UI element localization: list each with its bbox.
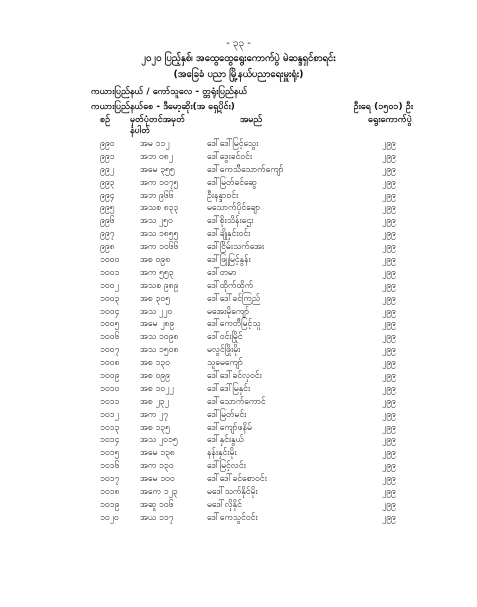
row-number: ၁၀၁၁: [100, 396, 120, 407]
row-name: ဒေါ်ဒေါ်ခင်စောဝင်း: [207, 474, 267, 485]
table-row: [0, 267, 477, 280]
column-header-name: အမည်: [240, 115, 263, 125]
table-row: [0, 293, 477, 306]
table-row: [0, 473, 477, 486]
township-line: ကယားပြည်နယ်စေ - ဒီမော့ဆိုး(အ ရှေ့ပိုင်း): [91, 102, 235, 112]
row-number: ၁၀၀၂: [100, 280, 119, 291]
row-code: ၂၉၉: [382, 267, 396, 278]
row-code: ၂၉၉: [382, 461, 396, 472]
row-code: ၂၉၉: [382, 332, 396, 343]
table-row: [0, 409, 477, 422]
row-id: အစ ၁၀၂၂: [140, 383, 174, 394]
row-number: ၁၀၁၇: [100, 474, 120, 485]
row-code: ၂၉၉: [382, 435, 396, 446]
row-id: အစ ၀၉၈: [140, 255, 171, 266]
row-number: ၁၀၀၃: [100, 293, 120, 304]
row-name: ဒေါ်ချိုနှင်းဝင်း: [207, 229, 251, 240]
row-id: အစ ၁၃၀: [140, 358, 170, 369]
row-code: ၂၉၉: [382, 151, 396, 162]
row-name: ဒေါ်နှင်းနွယ်: [207, 435, 244, 446]
row-id: အသ ၂၂၀: [140, 306, 173, 317]
row-code: ၂၉၉: [382, 383, 396, 394]
row-number: ၁၀၁၉: [100, 499, 120, 510]
row-id: အဘ ၉၆၆: [140, 190, 174, 201]
row-number: ၉၉၂: [100, 164, 114, 175]
row-id: အစ ၀၉၉: [140, 371, 170, 382]
row-id: အသ ၂၅၀: [140, 216, 173, 227]
row-name: ဒေါ်ကေသွင်ဝင်း: [207, 512, 258, 523]
table-row: [0, 344, 477, 357]
row-code: ၂၉၉: [382, 487, 396, 498]
row-name: ဒေါ်သောက်ကောင်: [207, 396, 266, 407]
row-number: ၁၀၀၅: [100, 319, 120, 330]
table-row: [0, 190, 477, 203]
column-header-code: ရွေးကောက်ပွဲ: [368, 115, 412, 125]
table-row: [0, 357, 477, 370]
row-code: ၂၉၉: [382, 242, 396, 253]
row-number: ၁၀၀၈: [100, 358, 120, 369]
row-code: ၂၉၉: [382, 448, 396, 459]
row-number: ၁၀၀၆: [100, 332, 120, 343]
table-row: [0, 422, 477, 435]
table-row: [0, 499, 477, 512]
row-id: အမေ ၂၈၉: [140, 319, 175, 330]
row-code: ၂၉၉: [382, 345, 396, 356]
row-code: ၂၉၉: [382, 164, 396, 175]
row-id: အမေ ၃၅၅: [140, 164, 175, 175]
row-code: ၂၉၉: [382, 409, 396, 420]
row-name: ဒေါ်မြတ်ခင်ဆွေ: [207, 177, 257, 188]
row-name: ဒေါ်ငြိမ်းသက်အေး: [207, 242, 265, 253]
row-number: ၁၀၀၁: [100, 267, 120, 278]
table-row: [0, 177, 477, 190]
row-code: ၂၉၉: [382, 474, 396, 485]
row-code: ၂၉၉: [382, 255, 396, 266]
page-number: - ၃၃ -: [226, 38, 251, 49]
row-name: ဒေါ်ဒေါ်ခင်ကြည်: [207, 293, 261, 304]
table-row: [0, 434, 477, 447]
table-row: [0, 254, 477, 267]
row-id: အကေ ၁၂၃: [140, 487, 178, 498]
row-number: ၉၉၄: [100, 190, 115, 201]
column-header-id-2: နံပါတ်: [130, 126, 151, 136]
row-id: အမေ ၁၃၈: [140, 448, 175, 459]
row-id: အစ ၂၃၂: [140, 396, 169, 407]
district-line: ကယားပြည်နယ် / ကော်သူလေ - တ္တရုံးပြည်နယ်: [91, 87, 248, 97]
row-code: ၂၉၉: [382, 190, 396, 201]
row-name: သူမေကျော်: [207, 358, 243, 369]
row-code: ၂၉၉: [382, 319, 396, 330]
table-row: [0, 280, 477, 293]
row-name: မအေးမိုကျော်: [207, 306, 250, 317]
row-code: ၂၉၉: [382, 229, 396, 240]
row-id: အသစ ၉၈၉: [140, 280, 179, 291]
row-number: ၁၀၀၉: [100, 371, 120, 382]
table-row: [0, 241, 477, 254]
row-id: အသ ၁၀၉၈: [140, 332, 179, 343]
row-name: ဒေါ်မြင့်လင်း: [207, 461, 246, 472]
row-name: မဒေါ်သက်နိုင်မိုး: [207, 487, 258, 498]
row-id: အသ ၂၀၁၅: [140, 435, 178, 446]
row-number: ၁၀၀၇: [100, 345, 120, 356]
document-subtitle: (အခြေခံ ပညာ မြို့နယ်ပညာရေးမှူးရုံး): [173, 69, 304, 80]
row-code: ၂၉၉: [382, 280, 396, 291]
row-id: အဆူ ၁၀၆: [140, 499, 174, 510]
column-header-no: စဉ်: [100, 115, 111, 125]
table-row: [0, 447, 477, 460]
row-number: ၁၀၁၃: [100, 422, 120, 433]
row-name: ဒေါ်ကေတီမြင့်သူ: [207, 319, 261, 330]
row-number: ၉၉၈: [100, 242, 115, 253]
row-number: ၁၀၁၈: [100, 487, 120, 498]
row-code: ၂၉၉: [382, 512, 396, 523]
row-number: ၉၉၁: [100, 151, 115, 162]
row-code: ၂၉၉: [382, 216, 396, 227]
row-id: အက ၁၀၆၆: [140, 242, 179, 253]
row-id: အစ ၃၀၅: [140, 293, 170, 304]
row-code: ၂၉၉: [382, 371, 396, 382]
column-header-id: မှတ်ပုံတင်အမှတ်: [130, 115, 185, 125]
row-number: ၉၉၅: [100, 203, 115, 214]
table-row: [0, 151, 477, 164]
row-number: ၁၀၀၄: [100, 306, 120, 317]
row-id: အက ၁၃၀: [140, 461, 174, 472]
row-name: နန်းနှင်းမိုး: [207, 448, 237, 459]
row-id: အစ ၁၃၅: [140, 422, 170, 433]
row-number: ၉၉၇: [100, 229, 115, 240]
row-code: ၂၉၉: [382, 203, 396, 214]
row-number: ၉၉၆: [100, 216, 115, 227]
row-id: အက ၅၅၃: [140, 267, 174, 278]
row-name: ဒေါ်တမာ: [207, 267, 237, 278]
row-number: ၉၉၀: [100, 139, 115, 149]
row-number: ၁၀၀၀: [100, 255, 120, 266]
row-name: ဒေါ်ဒေါ်ခင်လှဝင်း: [207, 371, 262, 382]
row-code: ၂၉၉: [382, 422, 396, 433]
row-name: ဒေါ်ဒေါ်မြင့်သွေး: [207, 139, 259, 149]
table-row: [0, 164, 477, 177]
row-id: အသ ၁၅၀၈: [140, 345, 179, 356]
row-id: အက ၁၀၇၅: [140, 177, 179, 188]
row-name: ဒေါ်ဒေါ်မြနှင်း: [207, 383, 251, 394]
voter-table: [0, 138, 477, 525]
row-name: ဒေါ်ကေသီသောက်ကျော်: [207, 164, 284, 175]
row-number: ၁၀၁၂: [100, 409, 119, 420]
row-code: ၂၉၉: [382, 306, 396, 317]
document-title: ၂၀၂၀ ပြည့်နှစ်၊ အထွေထွေရွေးကောက်ပွဲ မဲဆန္ဒရှင်စာရင်း: [141, 53, 336, 64]
row-code: ၂၉၉: [382, 293, 396, 304]
table-row: [0, 331, 477, 344]
voter-count: ဦးရေ (၁၅၀၁) ဦး: [353, 102, 413, 112]
row-number: ၉၉၃: [100, 177, 115, 188]
table-row: [0, 396, 477, 409]
row-number: ၁၀၂၀: [100, 512, 119, 523]
row-name: ဒေါ်ထိုက်ထိုက်: [207, 280, 254, 291]
row-name: မသောက်ပိုင်ချော: [207, 203, 261, 214]
row-number: ၁၀၁၅: [100, 448, 120, 459]
row-name: မဒေါ်လိုနိုင်: [207, 499, 242, 510]
table-row: [0, 460, 477, 473]
row-id: အက ၂၇: [140, 409, 169, 420]
row-name: ဒေါ်ကျော်ဖနိမ်: [207, 422, 252, 433]
table-row: [0, 306, 477, 319]
row-number: ၁၀၁၀: [100, 383, 120, 394]
table-row: [0, 138, 477, 151]
row-id: အမ ၁၁၂: [140, 139, 170, 149]
row-id: အဘ ၀၈၂: [140, 151, 173, 162]
row-name: ဒေါ်စိုးသိန်းဌေး: [207, 216, 254, 227]
row-code: ၂၉၉: [382, 396, 396, 407]
table-row: [0, 370, 477, 383]
row-name: ဒေါ်ဖြူမြင့်နွန်း: [207, 255, 251, 266]
row-name: ဒေါ်ဝင်းမြိုင်: [207, 332, 243, 343]
row-id: အသစ ၈၃၃: [140, 203, 179, 214]
table-row: [0, 512, 477, 525]
row-code: ၂၉၉: [382, 358, 396, 369]
row-id: အသ ၁၈၅၅: [140, 229, 179, 240]
row-name: ဒေါ်ဒွေးခင်ဝင်း: [207, 151, 253, 162]
table-row: [0, 202, 477, 215]
row-number: ၁၀၁၆: [100, 461, 120, 472]
table-row: [0, 486, 477, 499]
row-id: အမေ ၁၀၀: [140, 474, 175, 485]
row-code: ၂၉၉: [382, 499, 396, 510]
table-row: [0, 383, 477, 396]
row-number: ၁၀၁၄: [100, 435, 120, 446]
table-row: [0, 318, 477, 331]
row-name: ဦးနန္ဒာဝင်း: [207, 190, 239, 201]
table-row: [0, 215, 477, 228]
row-code: ၂၉၉: [382, 139, 396, 149]
table-row: [0, 228, 477, 241]
row-code: ၂၉၉: [382, 177, 396, 188]
row-name: ဒေါ်မြတ်မင်း: [207, 409, 247, 420]
row-name: မလွင်ဖြိုးမိုး: [207, 345, 241, 356]
row-id: အယ ၁၁၇: [140, 512, 174, 523]
